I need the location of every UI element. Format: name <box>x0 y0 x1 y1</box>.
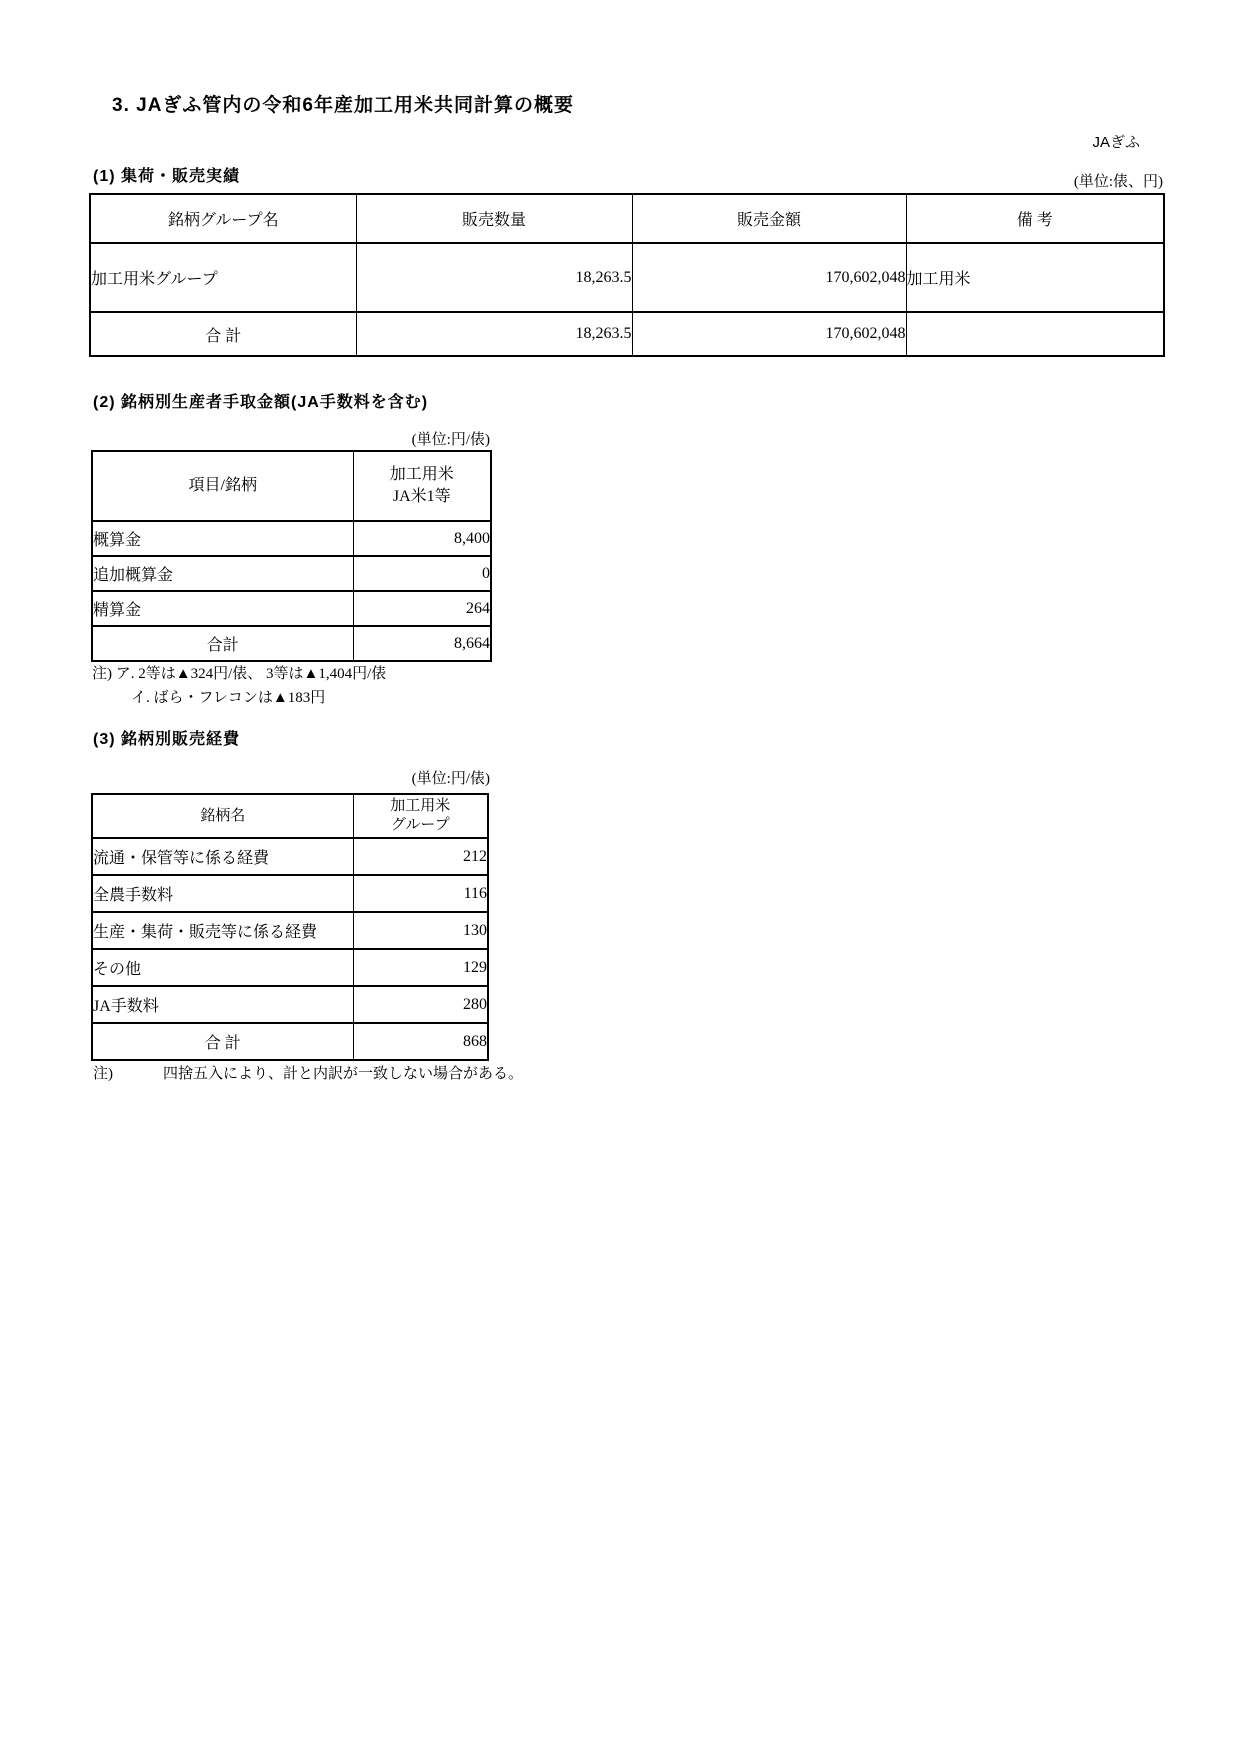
column-header-processing-rice-group <box>353 794 488 838</box>
table-row <box>92 556 491 591</box>
cell-item-label: 追加概算金 <box>92 556 353 591</box>
header-line2: グループ <box>390 817 450 833</box>
cell-expense-label: JA手数料 <box>92 986 353 1023</box>
cell-quantity: 18,263.5 <box>356 243 632 312</box>
table-row <box>92 875 488 912</box>
cell-total-label: 合 計 <box>92 1023 353 1060</box>
organization-label: JAぎふ <box>1092 134 1140 151</box>
section2-unit-note: (単位:円/俵) <box>411 432 490 448</box>
table-total-row <box>90 312 1164 356</box>
cell-value: 0 <box>353 556 491 591</box>
table-row <box>92 986 488 1023</box>
note-text: 四捨五入により、計と内訳が一致しない場合がある。 <box>163 1066 524 1082</box>
column-header-sales-quantity: 販売数量 <box>356 194 632 243</box>
column-header-remarks: 備 考 <box>906 194 1164 243</box>
cell-total-label: 合 計 <box>90 312 356 356</box>
column-header-processing-rice <box>353 451 491 521</box>
cell-value: 280 <box>353 986 488 1023</box>
producer-payment-table <box>91 450 492 662</box>
table-row <box>92 838 488 875</box>
column-header-brand-group: 銘柄グループ名 <box>90 194 356 243</box>
page-title: 3. JAぎふ管内の令和6年産加工用米共同計算の概要 <box>112 95 574 116</box>
header-line2: JA米1等 <box>392 488 451 505</box>
table-row <box>92 591 491 626</box>
cell-remarks <box>906 312 1164 356</box>
sales-expenses-table <box>91 793 489 1061</box>
cell-value: 8,664 <box>353 626 491 661</box>
table-header-row <box>90 194 1164 243</box>
section3-unit-note: (単位:円/俵) <box>411 771 490 787</box>
cell-group-name: 加工用米グループ <box>90 243 356 312</box>
note-prefix: 注) <box>93 1066 113 1082</box>
table-header-row <box>92 451 491 521</box>
section2-note-line1: 注) ア. 2等は▲324円/俵、 3等は▲1,404円/俵 <box>92 666 387 682</box>
cell-expense-label: 流通・保管等に係る経費 <box>92 838 353 875</box>
table-header-row <box>92 794 488 838</box>
section2-heading: (2) 銘柄別生産者手取金額(JA手数料を含む) <box>93 394 429 411</box>
table-row <box>92 521 491 556</box>
section3-note <box>93 1062 524 1083</box>
table-row <box>92 949 488 986</box>
column-header-sales-amount: 販売金額 <box>632 194 906 243</box>
cell-value: 212 <box>353 838 488 875</box>
table-row <box>92 912 488 949</box>
section1-heading: (1) 集荷・販売実績 <box>93 168 241 185</box>
column-header-brand-name: 銘柄名 <box>92 794 353 838</box>
cell-amount: 170,602,048 <box>632 312 906 356</box>
section1-unit-note: (単位:俵、円) <box>1073 174 1163 190</box>
section3-heading: (3) 銘柄別販売経費 <box>93 731 241 748</box>
cell-value: 264 <box>353 591 491 626</box>
cell-value: 8,400 <box>353 521 491 556</box>
column-header-item-brand: 項目/銘柄 <box>92 451 353 521</box>
cell-expense-label: 全農手数料 <box>92 875 353 912</box>
section2-note-line2: イ. ばら・フレコンは▲183円 <box>131 690 326 706</box>
cell-expense-label: 生産・集荷・販売等に係る経費 <box>92 912 353 949</box>
cell-total-label: 合計 <box>92 626 353 661</box>
cell-remarks: 加工用米 <box>906 243 1164 312</box>
cell-item-label: 精算金 <box>92 591 353 626</box>
cell-value: 130 <box>353 912 488 949</box>
cell-amount: 170,602,048 <box>632 243 906 312</box>
sales-results-table <box>89 193 1165 357</box>
cell-value: 116 <box>353 875 488 912</box>
cell-item-label: 概算金 <box>92 521 353 556</box>
table-total-row <box>92 626 491 661</box>
cell-quantity: 18,263.5 <box>356 312 632 356</box>
cell-value: 129 <box>353 949 488 986</box>
table-total-row <box>92 1023 488 1060</box>
cell-expense-label: その他 <box>92 949 353 986</box>
header-line1: 加工用米 <box>389 466 454 483</box>
cell-value: 868 <box>353 1023 488 1060</box>
header-line1: 加工用米 <box>390 798 451 814</box>
table-row <box>90 243 1164 312</box>
